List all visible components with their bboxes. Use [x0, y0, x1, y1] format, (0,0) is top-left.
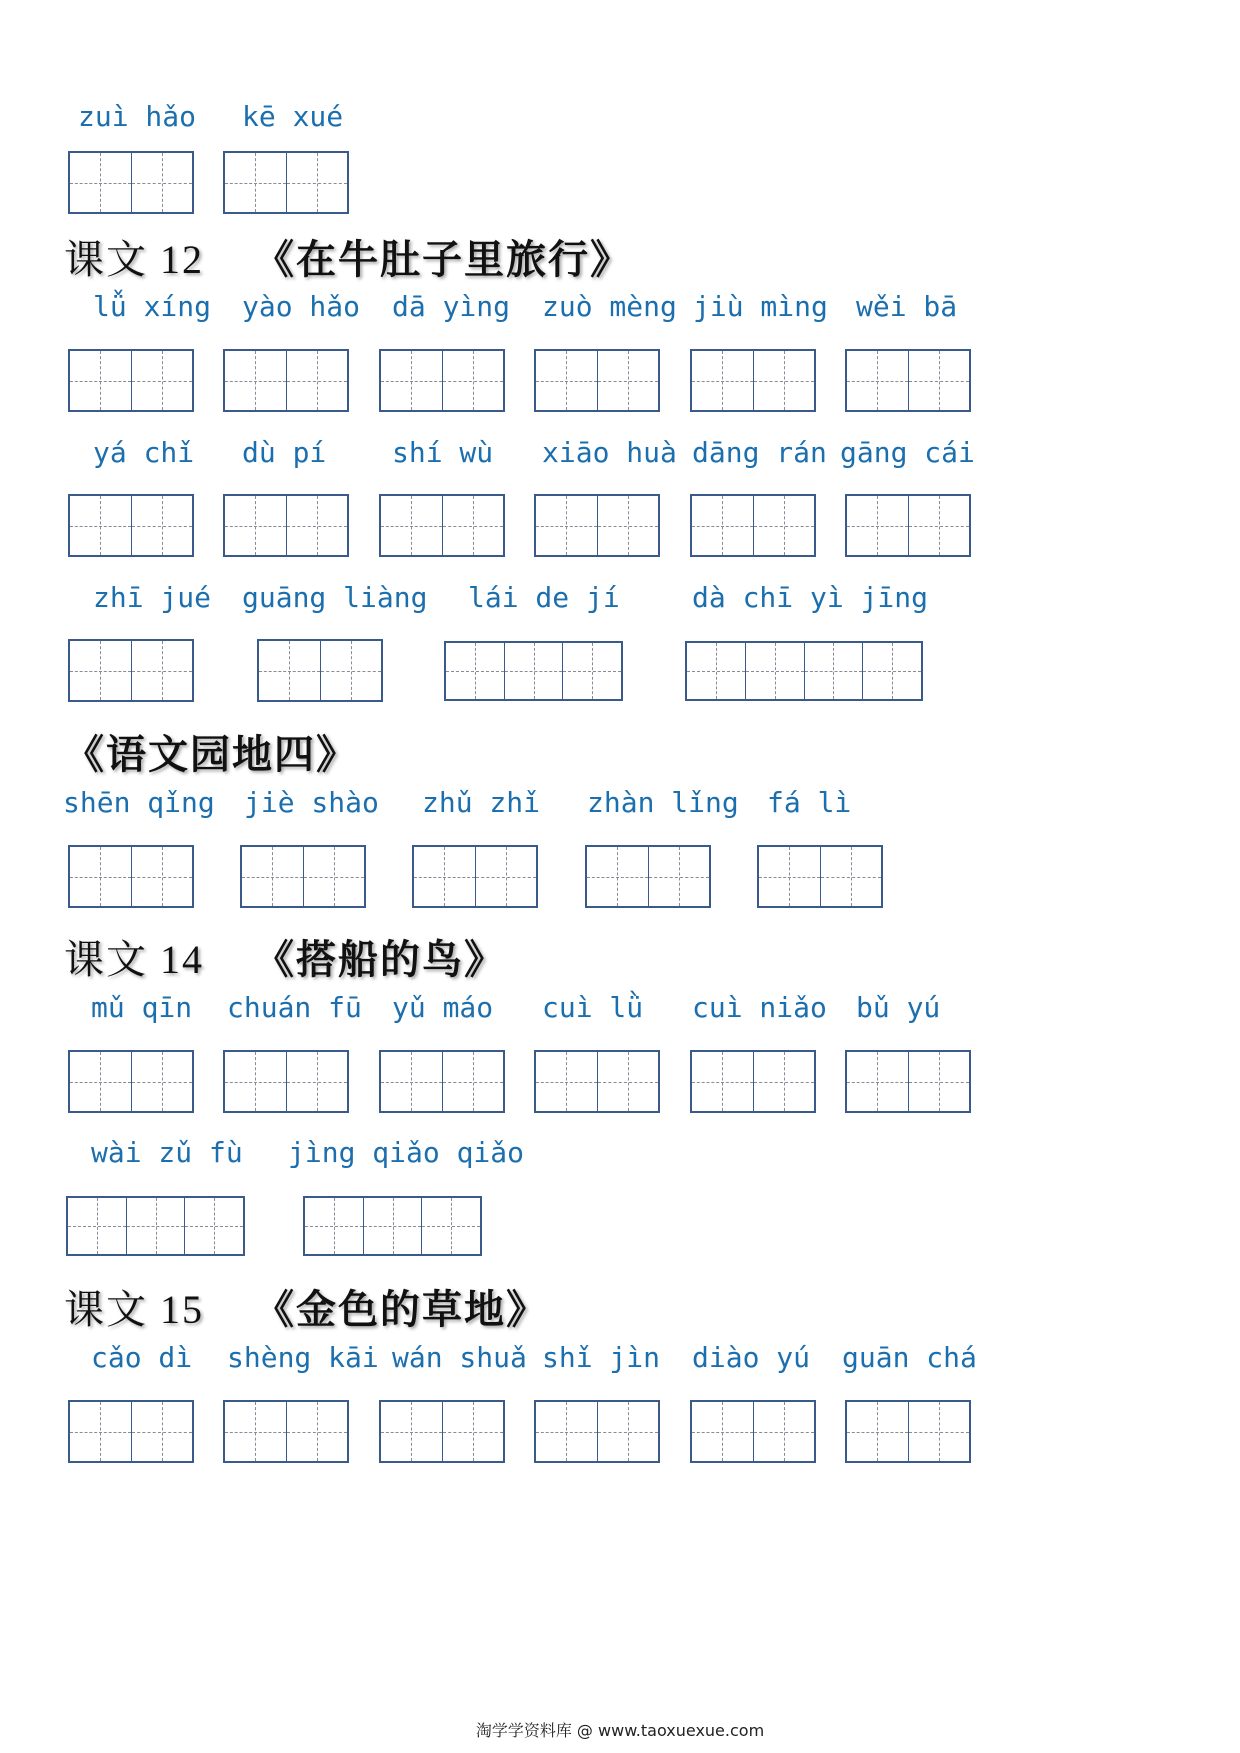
- writing-grid[interactable]: [68, 1050, 194, 1113]
- tianzige-cell[interactable]: [759, 847, 820, 906]
- writing-grid[interactable]: [690, 349, 816, 412]
- writing-grid[interactable]: [68, 845, 194, 908]
- writing-grid[interactable]: [534, 1400, 660, 1463]
- tianzige-cell[interactable]: [303, 847, 365, 906]
- lesson-number: 课文 14: [64, 937, 204, 982]
- writing-grid[interactable]: [585, 845, 711, 908]
- tianzige-cell[interactable]: [597, 1402, 659, 1461]
- tianzige-cell[interactable]: [70, 351, 131, 410]
- pinyin-label: bǔ yú: [856, 991, 941, 1024]
- tianzige-cell[interactable]: [70, 641, 131, 700]
- writing-grid[interactable]: [845, 349, 971, 412]
- tianzige-cell[interactable]: [131, 847, 193, 906]
- tianzige-cell[interactable]: [692, 1052, 753, 1111]
- lesson-heading: [64, 1278, 548, 1335]
- tianzige-cell[interactable]: [753, 496, 815, 555]
- tianzige-cell[interactable]: [692, 496, 753, 555]
- writing-grid[interactable]: [223, 1400, 349, 1463]
- tianzige-cell[interactable]: [70, 1402, 131, 1461]
- tianzige-cell[interactable]: [597, 496, 659, 555]
- pinyin-label: cuì niǎo: [692, 991, 827, 1024]
- pinyin-label: cuì lǜ: [542, 991, 644, 1024]
- pinyin-label: lǚ xíng: [93, 290, 212, 323]
- pinyin-label: cǎo dì: [91, 1341, 193, 1374]
- lesson-heading: [64, 928, 506, 985]
- lesson-heading: [64, 228, 632, 285]
- tianzige-cell[interactable]: [692, 1402, 753, 1461]
- writing-grid[interactable]: [845, 1400, 971, 1463]
- tianzige-cell[interactable]: [442, 1052, 504, 1111]
- pinyin-label: zhǔ zhǐ: [422, 786, 541, 819]
- lesson-number: 课文 12: [64, 237, 204, 282]
- pinyin-label: dà chī yì jīng: [692, 581, 929, 614]
- tianzige-cell[interactable]: [753, 1052, 815, 1111]
- tianzige-cell[interactable]: [862, 643, 921, 699]
- writing-grid[interactable]: [444, 641, 623, 701]
- writing-grid[interactable]: [68, 349, 194, 412]
- tianzige-cell[interactable]: [753, 1402, 815, 1461]
- tianzige-cell[interactable]: [536, 496, 597, 555]
- pinyin-label: zuì hǎo: [78, 100, 197, 133]
- tianzige-cell[interactable]: [745, 643, 804, 699]
- pinyin-label: shèng kāi: [227, 1341, 379, 1374]
- tianzige-cell[interactable]: [908, 351, 970, 410]
- pinyin-label: jiè shào: [244, 786, 379, 819]
- writing-grid[interactable]: [223, 349, 349, 412]
- tianzige-cell[interactable]: [648, 847, 710, 906]
- pinyin-label: dā yìng: [392, 290, 511, 323]
- lesson-heading: [64, 723, 358, 780]
- pinyin-label: zhàn lǐng: [587, 786, 739, 819]
- tianzige-cell[interactable]: [70, 496, 131, 555]
- pinyin-label: shēn qǐng: [63, 786, 215, 819]
- tianzige-cell[interactable]: [184, 1198, 243, 1254]
- pinyin-label: wài zǔ fù: [91, 1136, 243, 1169]
- pinyin-label: guāng liàng: [242, 581, 428, 614]
- pinyin-label: jiù mìng: [693, 290, 828, 323]
- tianzige-cell[interactable]: [68, 1198, 126, 1254]
- tianzige-cell[interactable]: [242, 847, 303, 906]
- pinyin-label: gāng cái: [840, 436, 975, 469]
- writing-grid[interactable]: [534, 349, 660, 412]
- tianzige-cell[interactable]: [562, 643, 621, 699]
- tianzige-cell[interactable]: [847, 351, 908, 410]
- tianzige-cell[interactable]: [381, 1402, 442, 1461]
- writing-grid[interactable]: [223, 1050, 349, 1113]
- tianzige-cell[interactable]: [908, 1052, 970, 1111]
- pinyin-label: kē xué: [242, 100, 344, 133]
- writing-grid[interactable]: [685, 641, 923, 701]
- tianzige-cell[interactable]: [442, 351, 504, 410]
- pinyin-label: wán shuǎ: [392, 1341, 527, 1374]
- tianzige-cell[interactable]: [363, 1198, 422, 1254]
- pinyin-label: guān chá: [842, 1341, 977, 1374]
- writing-grid[interactable]: [379, 1050, 505, 1113]
- pinyin-label: shǐ jìn: [542, 1341, 661, 1374]
- writing-grid[interactable]: [66, 1196, 245, 1256]
- tianzige-cell[interactable]: [421, 1198, 480, 1254]
- pinyin-label: shí wù: [392, 436, 494, 469]
- tianzige-cell[interactable]: [286, 496, 348, 555]
- tianzige-cell[interactable]: [126, 1198, 185, 1254]
- pinyin-label: yǔ máo: [392, 991, 494, 1024]
- lesson-title: 《在牛肚子里旅行》: [254, 236, 632, 283]
- tianzige-cell[interactable]: [225, 1052, 286, 1111]
- writing-grid[interactable]: [68, 639, 194, 702]
- tianzige-cell[interactable]: [131, 641, 193, 700]
- writing-grid[interactable]: [690, 1400, 816, 1463]
- writing-grid[interactable]: [68, 1400, 194, 1463]
- writing-grid[interactable]: [534, 494, 660, 557]
- tianzige-cell[interactable]: [131, 1402, 193, 1461]
- writing-grid[interactable]: [379, 494, 505, 557]
- footer-watermark: 淘学学资料库 @ www.taoxuexue.com: [475, 1721, 765, 1740]
- tianzige-cell[interactable]: [320, 641, 382, 700]
- pinyin-label: xiāo huà: [542, 436, 677, 469]
- writing-grid[interactable]: [223, 494, 349, 557]
- tianzige-cell[interactable]: [687, 643, 745, 699]
- writing-grid[interactable]: [534, 1050, 660, 1113]
- writing-grid[interactable]: [303, 1196, 482, 1256]
- writing-grid[interactable]: [223, 151, 349, 214]
- tianzige-cell[interactable]: [70, 847, 131, 906]
- pinyin-label: diào yú: [692, 1341, 811, 1374]
- pinyin-label: wěi bā: [856, 290, 958, 323]
- tianzige-cell[interactable]: [536, 1402, 597, 1461]
- tianzige-cell[interactable]: [225, 153, 286, 212]
- lesson-title: 《语文园地四》: [64, 731, 358, 778]
- tianzige-cell[interactable]: [131, 153, 193, 212]
- pinyin-label: zuò mèng: [542, 290, 677, 323]
- tianzige-cell[interactable]: [131, 351, 193, 410]
- tianzige-cell[interactable]: [475, 847, 537, 906]
- tianzige-cell[interactable]: [597, 351, 659, 410]
- tianzige-cell[interactable]: [381, 496, 442, 555]
- writing-grid[interactable]: [379, 1400, 505, 1463]
- tianzige-cell[interactable]: [536, 1052, 597, 1111]
- tianzige-cell[interactable]: [70, 1052, 131, 1111]
- tianzige-cell[interactable]: [446, 643, 504, 699]
- tianzige-cell[interactable]: [847, 1402, 908, 1461]
- tianzige-cell[interactable]: [587, 847, 648, 906]
- tianzige-cell[interactable]: [692, 351, 753, 410]
- tianzige-cell[interactable]: [286, 351, 348, 410]
- lesson-title: 《搭船的鸟》: [254, 936, 506, 983]
- tianzige-cell[interactable]: [504, 643, 563, 699]
- writing-grid[interactable]: [68, 494, 194, 557]
- tianzige-cell[interactable]: [381, 1052, 442, 1111]
- tianzige-cell[interactable]: [442, 496, 504, 555]
- tianzige-cell[interactable]: [381, 351, 442, 410]
- tianzige-cell[interactable]: [536, 351, 597, 410]
- tianzige-cell[interactable]: [908, 1402, 970, 1461]
- tianzige-cell[interactable]: [286, 1402, 348, 1461]
- pinyin-label: lái de jí: [468, 581, 620, 614]
- pinyin-label: dāng rán: [692, 436, 827, 469]
- pinyin-label: mǔ qīn: [91, 991, 193, 1024]
- tianzige-cell[interactable]: [131, 496, 193, 555]
- pinyin-label: yào hǎo: [242, 290, 361, 323]
- tianzige-cell[interactable]: [597, 1052, 659, 1111]
- pinyin-label: fá lì: [767, 786, 852, 819]
- writing-grid[interactable]: [412, 845, 538, 908]
- pinyin-label: chuán fū: [227, 991, 362, 1024]
- tianzige-cell[interactable]: [131, 1052, 193, 1111]
- tianzige-cell[interactable]: [286, 1052, 348, 1111]
- pinyin-label: zhī jué: [93, 581, 212, 614]
- pinyin-label: yá chǐ: [93, 436, 195, 469]
- writing-grid[interactable]: [240, 845, 366, 908]
- tianzige-cell[interactable]: [414, 847, 475, 906]
- tianzige-cell[interactable]: [286, 153, 348, 212]
- tianzige-cell[interactable]: [908, 496, 970, 555]
- tianzige-cell[interactable]: [225, 351, 286, 410]
- tianzige-cell[interactable]: [804, 643, 863, 699]
- writing-grid[interactable]: [379, 349, 505, 412]
- writing-grid[interactable]: [257, 639, 383, 702]
- pinyin-label: dù pí: [242, 436, 327, 469]
- tianzige-cell[interactable]: [753, 351, 815, 410]
- tianzige-cell[interactable]: [847, 1052, 908, 1111]
- writing-grid[interactable]: [845, 1050, 971, 1113]
- lesson-title: 《金色的草地》: [254, 1286, 548, 1333]
- tianzige-cell[interactable]: [225, 1402, 286, 1461]
- lesson-number: 课文 15: [64, 1287, 204, 1332]
- writing-grid[interactable]: [690, 494, 816, 557]
- writing-grid[interactable]: [690, 1050, 816, 1113]
- tianzige-cell[interactable]: [225, 496, 286, 555]
- tianzige-cell[interactable]: [847, 496, 908, 555]
- pinyin-label: jìng qiǎo qiǎo: [288, 1136, 525, 1169]
- tianzige-cell[interactable]: [305, 1198, 363, 1254]
- writing-grid[interactable]: [757, 845, 883, 908]
- writing-grid[interactable]: [68, 151, 194, 214]
- tianzige-cell[interactable]: [442, 1402, 504, 1461]
- tianzige-cell[interactable]: [820, 847, 882, 906]
- writing-grid[interactable]: [845, 494, 971, 557]
- tianzige-cell[interactable]: [259, 641, 320, 700]
- tianzige-cell[interactable]: [70, 153, 131, 212]
